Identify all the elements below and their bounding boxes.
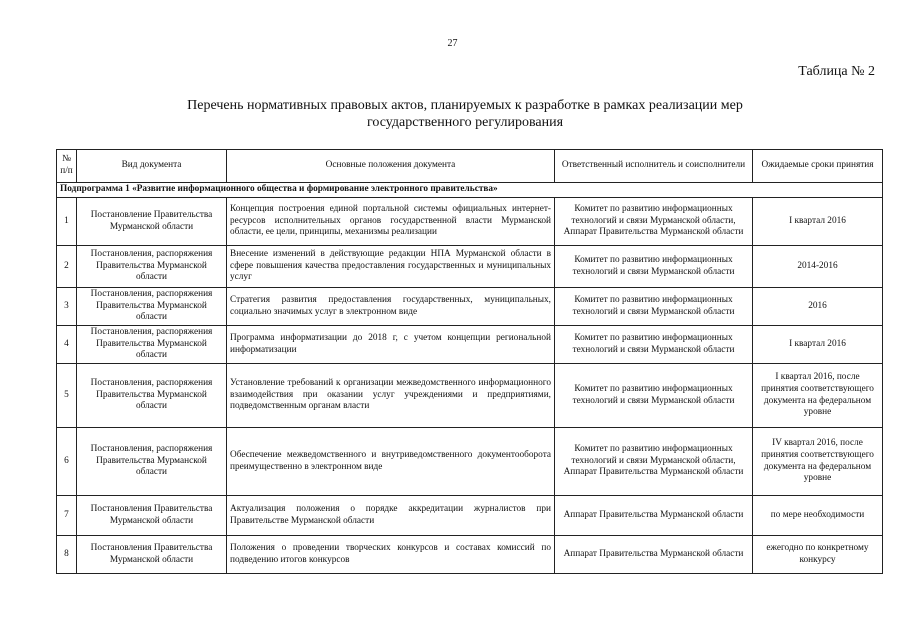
row-num: 1 [57, 198, 77, 246]
row-responsible: Аппарат Правительства Мурманской области [555, 536, 753, 574]
row-num: 5 [57, 364, 77, 428]
row-doc-type: Постановления Правительства Мурманской области [77, 496, 227, 536]
row-doc-type: Постановления, распоряжения Правительства Мурманской области [77, 288, 227, 326]
header-responsible: Ответственный исполнитель и соисполнители [555, 150, 753, 183]
row-doc-type: Постановления, распоряжения Правительства Мурманской области [77, 326, 227, 364]
table-row [57, 428, 883, 496]
row-provisions: Установление требований к организации межведомственного информационного взаимодействия при оказании услуг учреждениями и предприятиями, подведомственным органам власти [227, 364, 555, 428]
row-provisions: Концепция построения единой портальной системы официальных интернет-ресурсов исполнительных органов государственной власти Мурманской области, ее цели, принципы, механизмы реализации [227, 198, 555, 246]
row-num: 6 [57, 428, 77, 496]
subprogram-title: Подпрограмма 1 «Развитие информационного общества и формирование электронного правительства» [57, 183, 883, 198]
row-term: ежегодно по конкретному конкурсу [753, 536, 883, 574]
row-term: 2016 [753, 288, 883, 326]
row-num: 8 [57, 536, 77, 574]
row-responsible: Комитет по развитию информационных технологий и связи Мурманской области [555, 364, 753, 428]
table-row [57, 536, 883, 574]
row-provisions: Актуализация положения о порядке аккредитации журналистов при Правительстве Мурманской области [227, 496, 555, 536]
document-title: Перечень нормативных правовых актов, планируемых к разработке в рамках реализации мер государственного регулирования [187, 98, 743, 130]
row-provisions: Программа информатизации до 2018 г, с учетом концепции региональной информатизации [227, 326, 555, 364]
header-provisions: Основные положения документа [227, 150, 555, 183]
row-doc-type: Постановления, распоряжения Правительства Мурманской области [77, 428, 227, 496]
row-responsible: Комитет по развитию информационных технологий и связи Мурманской области [555, 288, 753, 326]
row-provisions: Внесение изменений в действующие редакции НПА Мурманской области в сфере повышения качества предоставления государственных и муниципальных услуг [227, 246, 555, 288]
row-doc-type: Постановления, распоряжения Правительства Мурманской области [77, 364, 227, 428]
table-row [57, 496, 883, 536]
row-num: 3 [57, 288, 77, 326]
row-provisions: Обеспечение межведомственного и внутриведомственного документооборота преимущественно в электронном виде [227, 428, 555, 496]
row-responsible: Комитет по развитию информационных технологий и связи Мурманской области, Аппарат Правительства Мурманской области [555, 428, 753, 496]
row-doc-type: Постановление Правительства Мурманской области [77, 198, 227, 246]
row-num: 4 [57, 326, 77, 364]
table-row [57, 288, 883, 326]
header-terms: Ожидаемые сроки принятия [753, 150, 883, 183]
row-provisions: Положения о проведении творческих конкурсов и составах комиссий по подведению итогов конкурсов [227, 536, 555, 574]
row-num: 7 [57, 496, 77, 536]
header-num: № п/п [57, 150, 77, 183]
row-provisions: Стратегия развития предоставления государственных, муниципальных, социально значимых услуг в электронном виде [227, 288, 555, 326]
row-doc-type: Постановления, распоряжения Правительства Мурманской области [77, 246, 227, 288]
table-header-row [57, 150, 883, 183]
row-doc-type: Постановления Правительства Мурманской области [77, 536, 227, 574]
row-term: по мере необходимости [753, 496, 883, 536]
table-row [57, 198, 883, 246]
table-row [57, 246, 883, 288]
row-responsible: Комитет по развитию информационных технологий и связи Мурманской области [555, 246, 753, 288]
table-row [57, 364, 883, 428]
row-term: I квартал 2016, после принятия соответствующего документа на федеральном уровне [753, 364, 883, 428]
row-responsible: Комитет по развитию информационных технологий и связи Мурманской области [555, 326, 753, 364]
header-doc-type: Вид документа [77, 150, 227, 183]
subprogram-row [57, 183, 883, 198]
row-term: I квартал 2016 [753, 198, 883, 246]
table-label: Таблица № 2 [798, 64, 875, 79]
row-term: I квартал 2016 [753, 326, 883, 364]
acts-table [56, 149, 883, 574]
row-num: 2 [57, 246, 77, 288]
table-row [57, 326, 883, 364]
row-responsible: Аппарат Правительства Мурманской области [555, 496, 753, 536]
row-responsible: Комитет по развитию информационных технологий и связи Мурманской области, Аппарат Правительства Мурманской области [555, 198, 753, 246]
row-term: 2014-2016 [753, 246, 883, 288]
page-number: 27 [447, 38, 458, 49]
row-term: IV квартал 2016, после принятия соответствующего документа на федеральном уровне [753, 428, 883, 496]
